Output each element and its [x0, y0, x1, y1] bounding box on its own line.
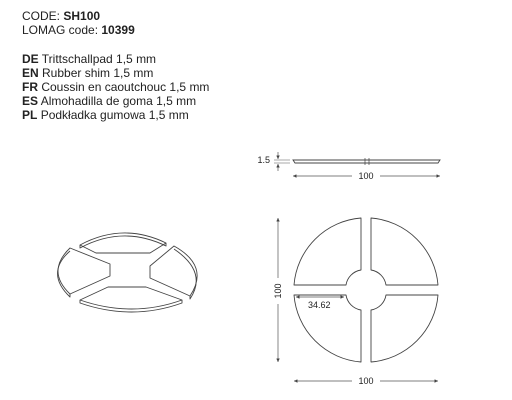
thickness-dimension: 1.5 — [257, 155, 270, 165]
lang-code: FR — [22, 80, 38, 94]
lomag-value: 10399 — [101, 23, 135, 37]
quadrant-bottom-right — [371, 295, 438, 362]
side-view — [257, 152, 440, 181]
top-height-dimension: 100 — [273, 283, 283, 299]
code-value: SH100 — [63, 9, 101, 23]
lang-code: EN — [22, 66, 39, 80]
lang-text: Podkładka gumowa 1,5 mm — [40, 108, 189, 122]
quadrant-top-left — [294, 218, 361, 285]
lang-code: DE — [22, 52, 39, 66]
lomag-label: LOMAG code: — [22, 23, 99, 37]
iso-quadrant-bottom — [80, 287, 182, 309]
slot-dimension — [296, 297, 344, 310]
side-profile — [293, 160, 440, 163]
slot-length-dimension: 34.62 — [308, 300, 331, 310]
code-label: CODE: — [22, 9, 61, 23]
lang-text: Rubber shim 1,5 mm — [42, 66, 154, 80]
top-width-dimension-group — [294, 376, 438, 386]
lang-text: Trittschallpad 1,5 mm — [41, 52, 157, 66]
isometric-view — [58, 233, 198, 312]
lang-code: PL — [22, 108, 38, 122]
iso-quadrant-right — [150, 246, 197, 296]
lang-code: ES — [22, 94, 39, 108]
quadrant-top-right — [371, 218, 438, 285]
lang-text: Coussin en caoutchouc 1,5 mm — [41, 80, 210, 94]
iso-quadrant-left-edge — [58, 251, 71, 297]
top-width-dimension: 100 — [358, 376, 374, 386]
top-view — [294, 218, 438, 362]
lang-text: Almohadilla de goma 1,5 mm — [40, 94, 197, 108]
iso-quadrant-bottom-edge — [80, 300, 182, 312]
side-width-dimension: 100 — [358, 171, 374, 181]
top-height-dimension-group — [273, 218, 283, 362]
